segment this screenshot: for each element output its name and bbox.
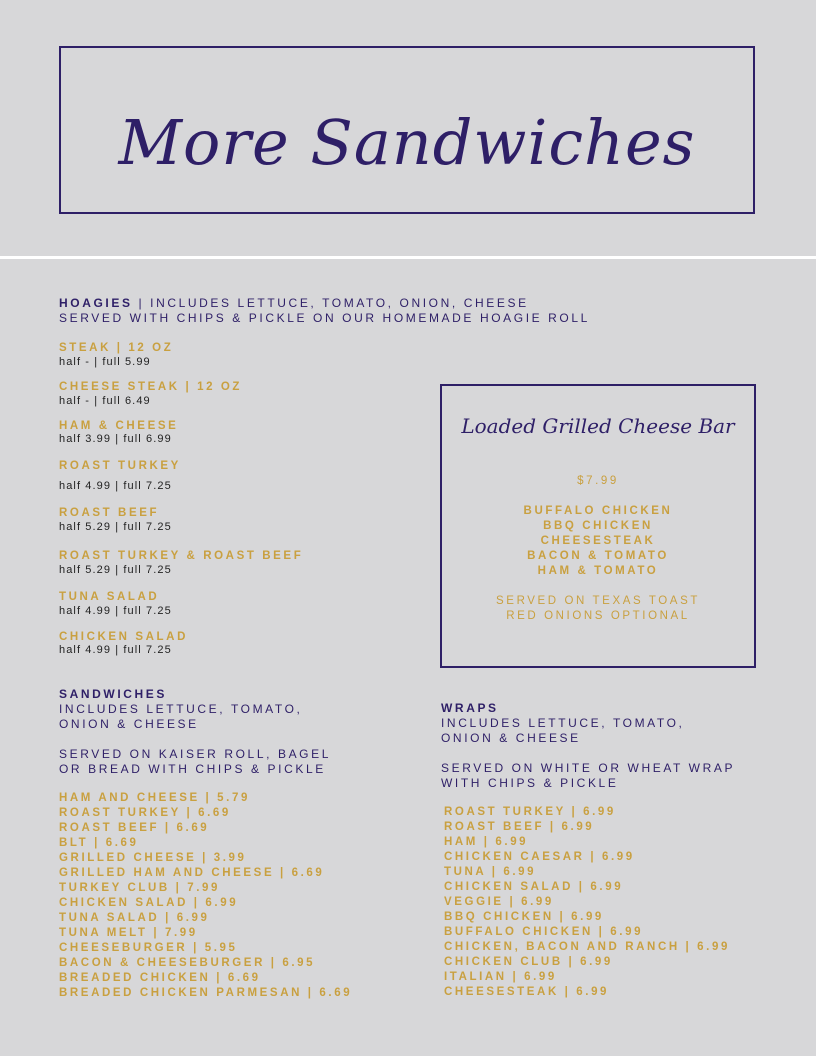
hoagie-price: half 5.29 | full 7.25: [59, 521, 172, 533]
list-item: BREADED CHICKEN | 6.69: [59, 972, 261, 984]
list-item: BLT | 6.69: [59, 837, 139, 849]
sandwiches-desc: SERVED ON KAISER ROLL, BAGEL: [59, 747, 331, 761]
grilled-cheese-item: CHEESESTEAK: [540, 535, 656, 547]
sandwiches-list: [59, 791, 352, 1001]
hoagie-price: half - | full 6.49: [59, 395, 151, 407]
list-item: ROAST TURKEY | 6.69: [59, 807, 231, 819]
hoagie-name: CHEESE STEAK | 12 OZ: [59, 381, 243, 393]
wraps-desc: INCLUDES LETTUCE, TOMATO,: [441, 716, 685, 730]
hoagie-price: half 3.99 | full 6.99: [59, 433, 172, 445]
list-item: BACON & CHEESEBURGER | 6.95: [59, 957, 316, 969]
hoagie-name: HAM & CHEESE: [59, 420, 179, 432]
list-item: CHEESESTEAK | 6.99: [444, 986, 610, 998]
list-item: ITALIAN | 6.99: [444, 971, 557, 983]
list-item: ROAST BEEF | 6.99: [444, 821, 595, 833]
list-item: BUFFALO CHICKEN | 6.99: [444, 926, 644, 938]
title-frame: [59, 46, 755, 214]
hoagie-name: ROAST TURKEY & ROAST BEEF: [59, 550, 304, 562]
sandwiches-desc: INCLUDES LETTUCE, TOMATO,: [59, 702, 303, 716]
hoagie-name: TUNA SALAD: [59, 591, 160, 603]
list-item: ROAST BEEF | 6.69: [59, 822, 210, 834]
hoagie-price: half 4.99 | full 7.25: [59, 605, 172, 617]
sandwiches-desc: ONION & CHEESE: [59, 717, 199, 731]
list-item: CHICKEN SALAD | 6.99: [444, 881, 624, 893]
hoagie-price: half - | full 5.99: [59, 356, 151, 368]
hoagies-subheader: SERVED WITH CHIPS & PICKLE ON OUR HOMEMADE HOAGIE ROLL: [59, 311, 590, 325]
wraps-desc: ONION & CHEESE: [441, 731, 581, 745]
grilled-cheese-bar-notes: [442, 594, 754, 624]
page-title: More Sandwiches: [118, 106, 696, 179]
list-item: HAM AND CHEESE | 5.79: [59, 792, 250, 804]
list-item: CHEESEBURGER | 5.95: [59, 942, 238, 954]
list-item: GRILLED HAM AND CHEESE | 6.69: [59, 867, 325, 879]
wraps-list: [444, 805, 730, 1000]
grilled-cheese-item: HAM & TOMATO: [537, 565, 659, 577]
grilled-cheese-note: RED ONIONS OPTIONAL: [506, 610, 690, 622]
divider: [0, 256, 816, 259]
hoagie-name: CHICKEN SALAD: [59, 631, 188, 643]
list-item: BBQ CHICKEN | 6.99: [444, 911, 604, 923]
hoagie-price: half 4.99 | full 7.25: [59, 644, 172, 656]
hoagie-name: STEAK | 12 OZ: [59, 342, 174, 354]
list-item: CHICKEN SALAD | 6.99: [59, 897, 239, 909]
grilled-cheese-item: BACON & TOMATO: [527, 550, 669, 562]
grilled-cheese-note: SERVED ON TEXAS TOAST: [496, 595, 700, 607]
list-item: BREADED CHICKEN PARMESAN | 6.69: [59, 987, 353, 999]
list-item: GRILLED CHEESE | 3.99: [59, 852, 247, 864]
hoagies-header-bold: HOAGIES: [59, 296, 133, 310]
grilled-cheese-item: BUFFALO CHICKEN: [523, 505, 673, 517]
hoagies-header-rest: | INCLUDES LETTUCE, TOMATO, ONION, CHEESE: [132, 296, 529, 310]
list-item: TURKEY CLUB | 7.99: [59, 882, 220, 894]
list-item: TUNA MELT | 7.99: [59, 927, 198, 939]
sandwiches-header: SANDWICHES: [59, 687, 168, 701]
hoagie-price: half 5.29 | full 7.25: [59, 564, 172, 576]
hoagie-price: half 4.99 | full 7.25: [59, 480, 172, 492]
list-item: VEGGIE | 6.99: [444, 896, 554, 908]
hoagies-header: [59, 296, 529, 311]
list-item: ROAST TURKEY | 6.99: [444, 806, 616, 818]
wraps-desc: SERVED ON WHITE OR WHEAT WRAP: [441, 761, 736, 775]
grilled-cheese-bar-box: [440, 384, 756, 668]
list-item: CHICKEN, BACON AND RANCH | 6.99: [444, 941, 730, 953]
list-item: TUNA | 6.99: [444, 866, 537, 878]
grilled-cheese-bar-items: [442, 504, 754, 579]
list-item: HAM | 6.99: [444, 836, 529, 848]
wraps-desc: WITH CHIPS & PICKLE: [441, 776, 619, 790]
grilled-cheese-item: BBQ CHICKEN: [543, 520, 653, 532]
list-item: CHICKEN CAESAR | 6.99: [444, 851, 635, 863]
hoagie-name: ROAST TURKEY: [59, 460, 181, 472]
sandwiches-desc: OR BREAD WITH CHIPS & PICKLE: [59, 762, 326, 776]
hoagie-name: ROAST BEEF: [59, 507, 160, 519]
list-item: CHICKEN CLUB | 6.99: [444, 956, 613, 968]
grilled-cheese-bar-title: Loaded Grilled Cheese Bar: [461, 414, 735, 438]
wraps-header: WRAPS: [441, 701, 499, 715]
list-item: TUNA SALAD | 6.99: [59, 912, 210, 924]
grilled-cheese-bar-price: $7.99: [577, 475, 619, 487]
